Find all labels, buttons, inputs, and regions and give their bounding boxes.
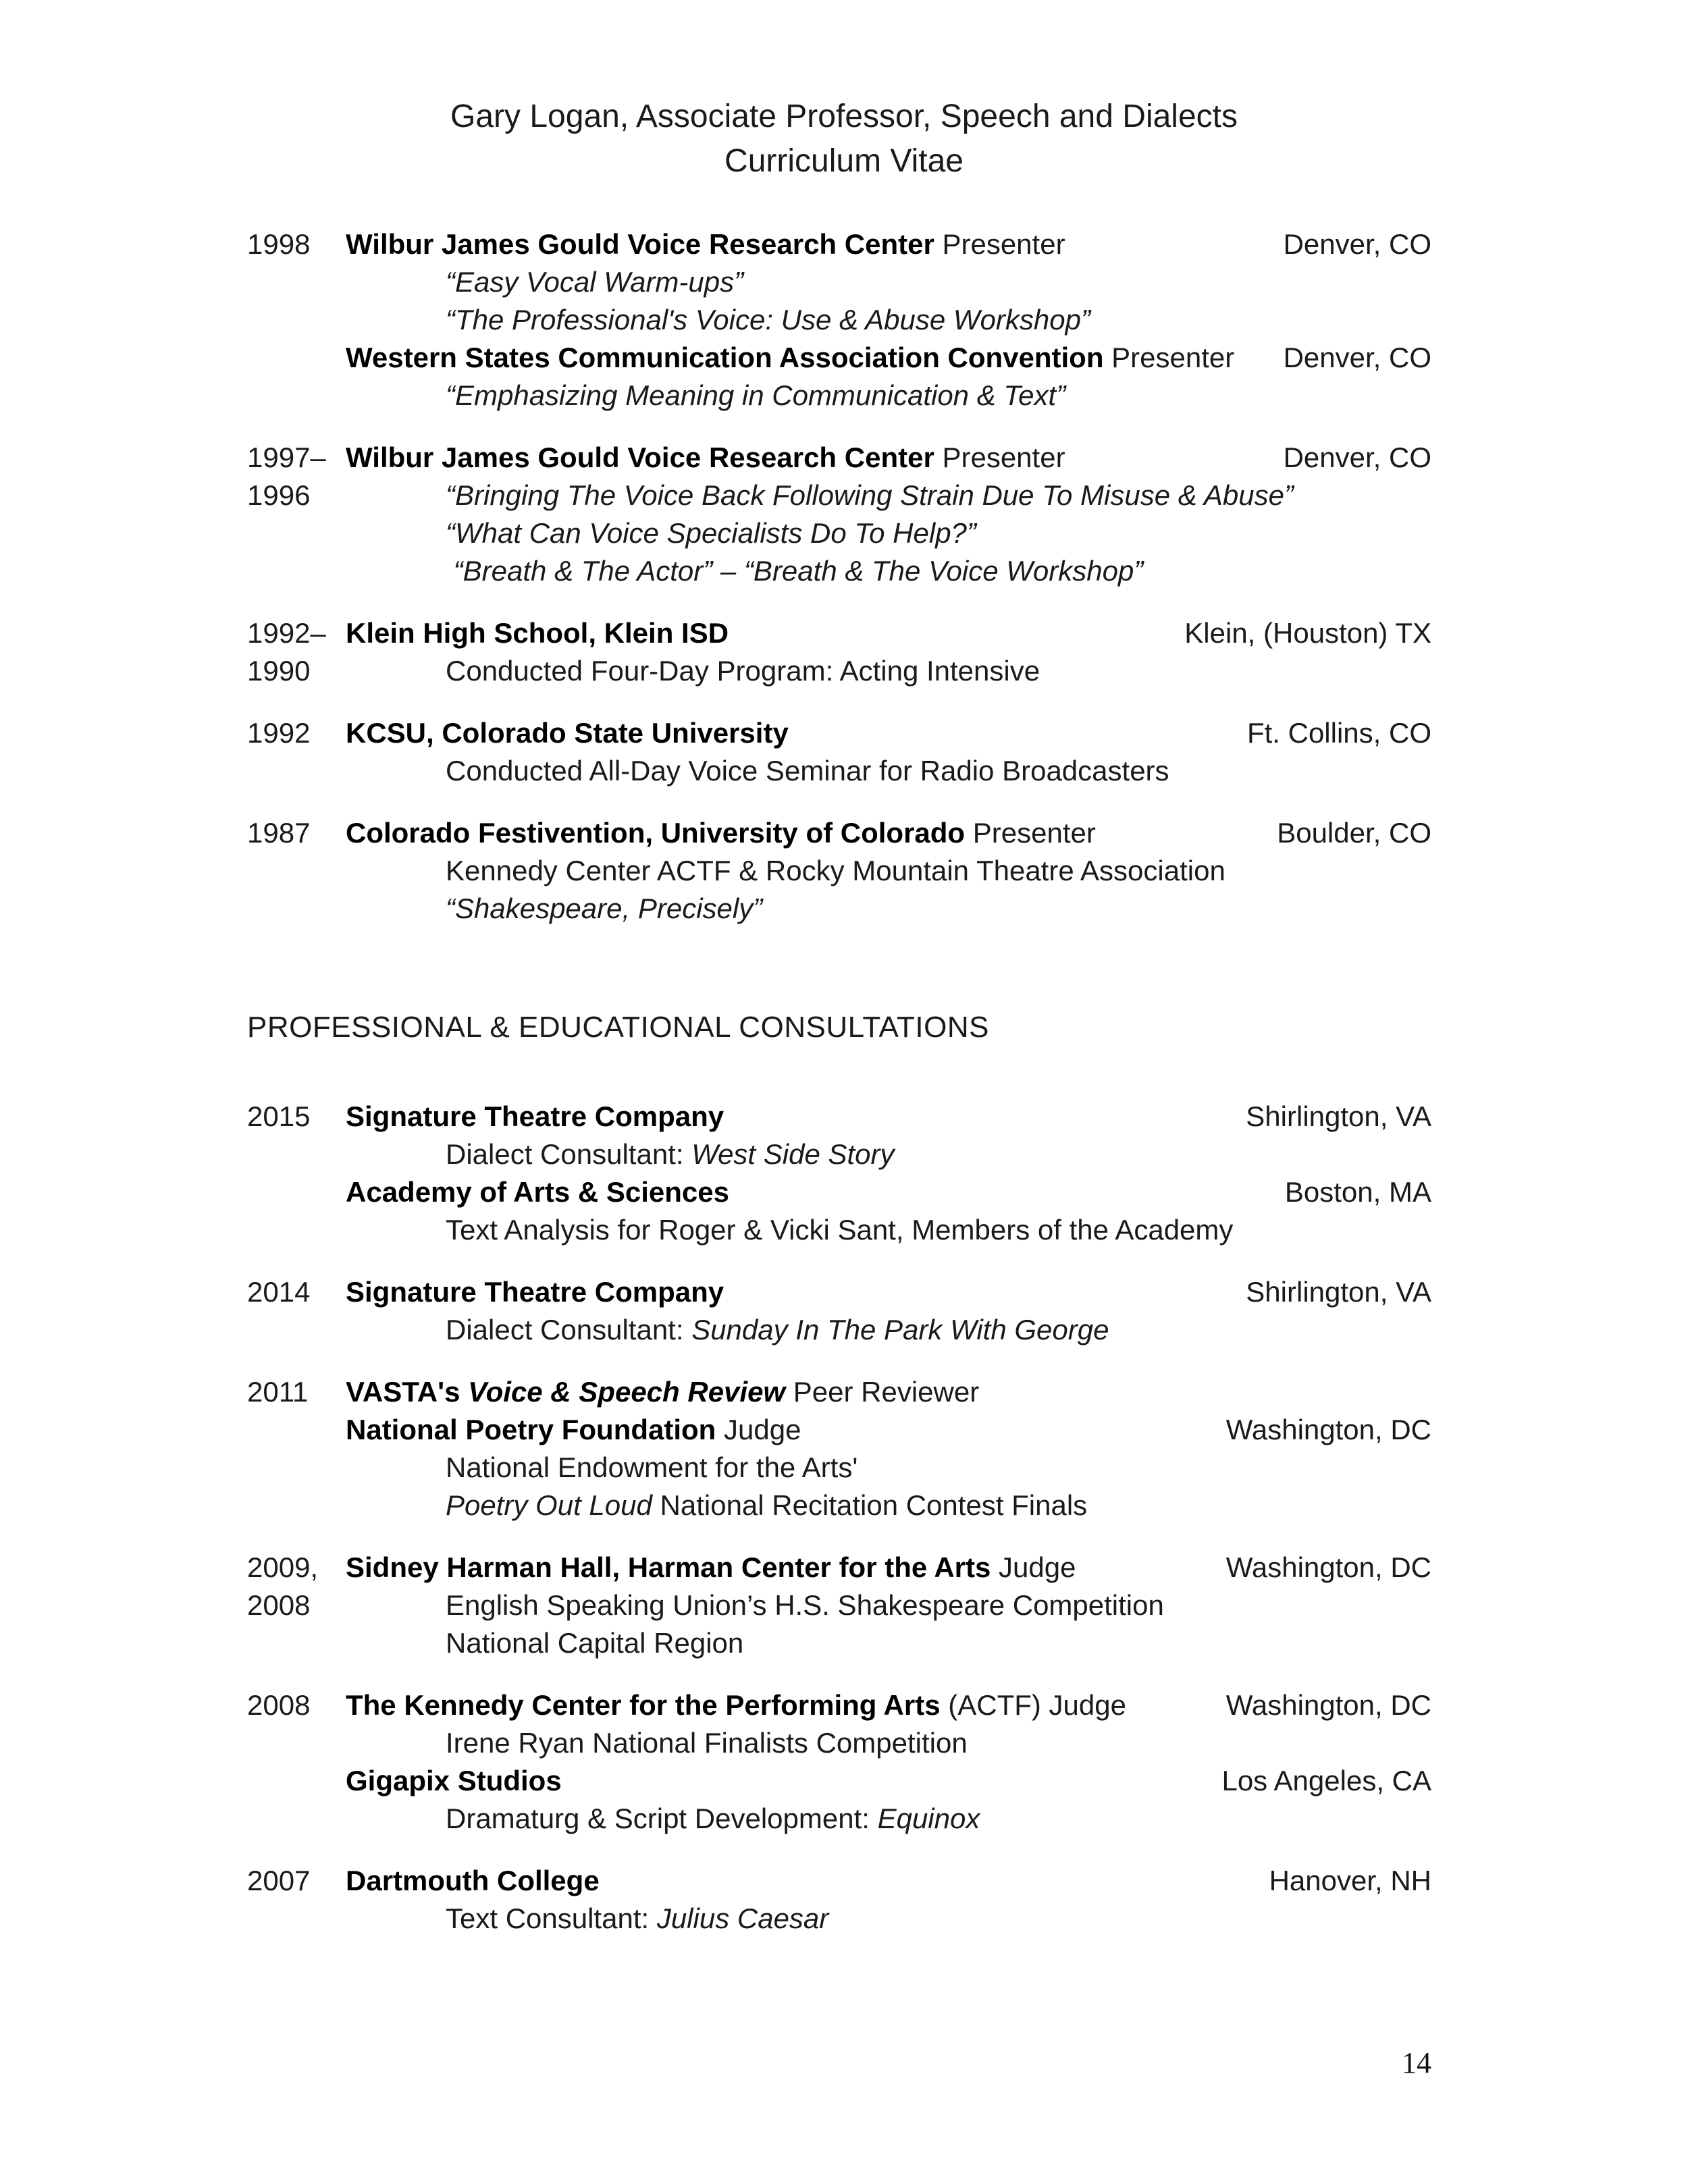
entry-location: Shirlington, VA (1246, 1100, 1431, 1132)
organization-name: Academy of Arts & Sciences (346, 1176, 730, 1208)
program-title: Poetry Out Loud (446, 1489, 652, 1521)
organization-name: Signature Theatre Company (346, 1100, 724, 1132)
entry-year: 2008 (247, 1689, 311, 1721)
entry-detail (446, 1487, 1087, 1524)
organization-role: (ACTF) Judge (940, 1689, 1126, 1721)
organization-name: Western States Communication Association Convention (346, 342, 1104, 373)
detail-prefix: Dramaturg & Script Development: (446, 1803, 878, 1834)
organization-role: Presenter (965, 817, 1096, 849)
organization-name: National Poetry Foundation (346, 1414, 716, 1445)
entry-detail: Text Analysis for Roger & Vicki Sant, Members of the Academy (446, 1214, 1234, 1246)
entry-year: 2007 (247, 1865, 311, 1896)
entry-detail: Conducted Four-Day Program: Acting Intensive (446, 655, 1040, 687)
header-subtitle: Curriculum Vitae (724, 143, 964, 179)
entry-detail (446, 1800, 980, 1838)
entry-detail (446, 1900, 828, 1938)
production-title: Julius Caesar (656, 1902, 829, 1934)
entry-year: 2015 (247, 1100, 311, 1132)
entry-year: 1998 (247, 228, 311, 260)
organization-name: Signature Theatre Company (346, 1276, 724, 1308)
organization-role: Presenter (1103, 342, 1235, 373)
production-title: Sunday In The Park With George (691, 1314, 1109, 1346)
entry-year: 1996 (247, 479, 311, 511)
entry-detail: National Endowment for the Arts' (446, 1451, 858, 1483)
organization-role: Peer Reviewer (785, 1376, 980, 1408)
document-header (0, 95, 1688, 184)
publication-title: Voice & Speech Review (468, 1376, 786, 1408)
entry-talk-title: “Bringing The Voice Back Following Strain Due To Misuse & Abuse” (446, 479, 1294, 511)
entry-year: 2009, (247, 1551, 319, 1583)
entry-year: 2011 (247, 1376, 309, 1408)
entry-organization (346, 1686, 1126, 1724)
entry-year: 2014 (247, 1276, 311, 1308)
section-title-consultations: PROFESSIONAL & EDUCATIONAL CONSULTATIONS (247, 1011, 989, 1044)
organization-role: Judge (716, 1414, 801, 1445)
entry-location: Ft. Collins, CO (1246, 717, 1431, 749)
entry-organization (346, 1373, 979, 1411)
entry-year: 1987 (247, 817, 311, 849)
entry-location: Hanover, NH (1269, 1865, 1431, 1896)
entry-year: 1997– (247, 442, 326, 473)
entry-year: 2008 (247, 1589, 311, 1621)
entry-talk-title: “Breath & The Actor” – “Breath & The Voice Workshop” (446, 555, 1144, 587)
entry-organization (346, 339, 1234, 377)
entry-location: Denver, CO (1283, 442, 1431, 473)
organization-role: Judge (991, 1551, 1076, 1583)
organization-role: Presenter (934, 228, 1065, 260)
entry-location: Los Angeles, CA (1221, 1765, 1431, 1796)
production-title: Equinox (877, 1803, 980, 1834)
entry-location: Boulder, CO (1277, 817, 1431, 849)
entry-organization (346, 225, 1065, 263)
organization-name: Colorado Festivention, University of Colorado (346, 817, 966, 849)
detail-prefix: Dialect Consultant: (446, 1314, 692, 1346)
entry-organization (346, 814, 1096, 852)
entry-year: 1992 (247, 717, 311, 749)
entry-location: Washington, DC (1225, 1551, 1431, 1583)
entry-detail: English Speaking Union’s H.S. Shakespeare Competition (446, 1589, 1164, 1621)
production-title: West Side Story (691, 1138, 895, 1170)
organization-name: KCSU, Colorado State University (346, 717, 789, 749)
entry-detail: Conducted All-Day Voice Seminar for Radio Broadcasters (446, 755, 1169, 787)
header-name-title: Gary Logan, Associate Professor, Speech and Dialects (450, 99, 1238, 134)
organization-name: Wilbur James Gould Voice Research Center (346, 228, 934, 260)
entry-year: 1990 (247, 655, 311, 687)
organization-name: Klein High School, Klein ISD (346, 617, 729, 649)
entry-location: Shirlington, VA (1246, 1276, 1431, 1308)
entry-talk-title: “What Can Voice Specialists Do To Help?” (446, 517, 976, 549)
page-number: 14 (1402, 2046, 1431, 2079)
entry-detail: Kennedy Center ACTF & Rocky Mountain Theatre Association (446, 855, 1225, 886)
detail-prefix: Text Consultant: (446, 1902, 657, 1934)
organization-name: Dartmouth College (346, 1865, 600, 1896)
entry-location: Klein, (Houston) TX (1184, 617, 1431, 649)
organization-role: Presenter (934, 442, 1065, 473)
entry-year: 1992– (247, 617, 326, 649)
entry-talk-title: “Easy Vocal Warm-ups” (446, 266, 744, 298)
entry-organization (346, 1549, 1076, 1587)
entry-location: Denver, CO (1283, 228, 1431, 260)
entry-detail (446, 1136, 895, 1173)
entry-talk-title: “The Professional's Voice: Use & Abuse Workshop” (446, 304, 1090, 336)
entry-detail (446, 1311, 1109, 1349)
entry-talk-title: “Emphasizing Meaning in Communication & Text” (446, 379, 1066, 411)
organization-name: Wilbur James Gould Voice Research Center (346, 442, 934, 473)
entry-organization (346, 439, 1065, 477)
entry-location: Washington, DC (1225, 1414, 1431, 1445)
organization-name: Sidney Harman Hall, Harman Center for the Arts (346, 1551, 991, 1583)
entry-detail: Irene Ryan National Finalists Competition (446, 1727, 968, 1759)
detail-rest: National Recitation Contest Finals (652, 1489, 1088, 1521)
entry-location: Washington, DC (1225, 1689, 1431, 1721)
entry-location: Denver, CO (1283, 342, 1431, 373)
entry-talk-title: “Shakespeare, Precisely” (446, 893, 763, 924)
entry-organization (346, 1411, 801, 1449)
entry-detail: National Capital Region (446, 1627, 744, 1659)
organization-name: Gigapix Studios (346, 1765, 562, 1796)
organization-name: VASTA's (346, 1376, 469, 1408)
entry-location: Boston, MA (1284, 1176, 1431, 1208)
organization-name: The Kennedy Center for the Performing Arts (346, 1689, 941, 1721)
detail-prefix: Dialect Consultant: (446, 1138, 692, 1170)
